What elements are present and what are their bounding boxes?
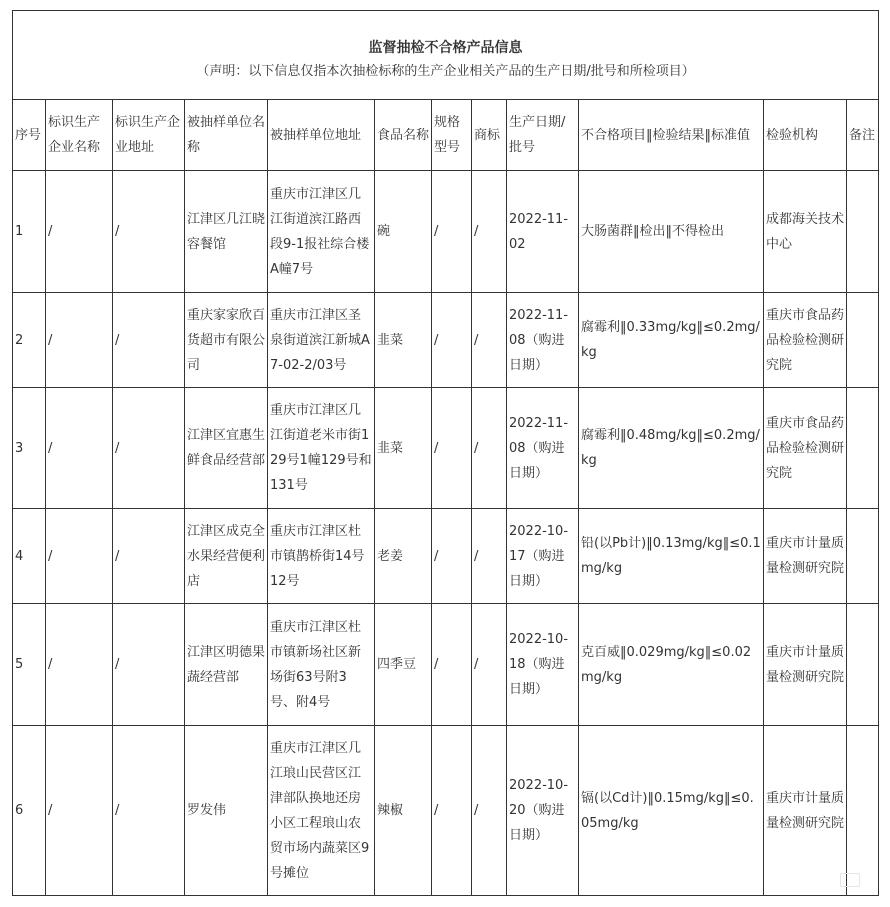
cell-date: 2022-11-08（购进日期） <box>507 293 579 388</box>
cell-brand: / <box>472 293 507 388</box>
cell-mfr-addr: / <box>113 171 185 293</box>
cell-item: 大肠菌群‖检出‖不得检出 <box>579 171 764 293</box>
cell-spec: / <box>432 509 472 604</box>
cell-lab: 重庆市食品药品检验检测研究院 <box>764 293 847 388</box>
cell-brand: / <box>472 604 507 726</box>
cell-unit-name: 江津区几江晓容餐馆 <box>185 171 268 293</box>
cell-note <box>847 509 879 604</box>
watermark-icon <box>840 873 860 887</box>
cell-lab: 重庆市计量质量检测研究院 <box>764 726 847 896</box>
cell-unit-addr: 重庆市江津区几江琅山民营区江津部队换地还房小区工程琅山农贸市场内蔬菜区9号摊位 <box>268 726 375 896</box>
table-row <box>13 171 879 293</box>
cell-no: 3 <box>13 388 46 509</box>
table-row <box>13 388 879 509</box>
cell-spec: / <box>432 388 472 509</box>
cell-note <box>847 171 879 293</box>
cell-food: 四季豆 <box>375 604 432 726</box>
cell-mfr-name: / <box>46 171 113 293</box>
cell-lab: 重庆市食品药品检验检测研究院 <box>764 388 847 509</box>
cell-mfr-name: / <box>46 509 113 604</box>
cell-mfr-addr: / <box>113 509 185 604</box>
table-row <box>13 726 879 896</box>
table-row <box>13 509 879 604</box>
cell-date: 2022-11-02 <box>507 171 579 293</box>
disclaimer-text: （声明：以下信息仅指本次抽检标称的生产企业相关产品的生产日期/批号和所检项目） <box>196 64 695 79</box>
cell-note <box>847 293 879 388</box>
cell-unit-name: 江津区成克全水果经营便利店 <box>185 509 268 604</box>
cell-food: 辣椒 <box>375 726 432 896</box>
column-header: 商标 <box>472 100 507 171</box>
cell-item: 铅(以Pb计)‖0.13mg/kg‖≤0.1mg/kg <box>579 509 764 604</box>
column-header: 不合格项目‖检验结果‖标准值 <box>579 100 764 171</box>
cell-note <box>847 604 879 726</box>
cell-date: 2022-10-20（购进日期） <box>507 726 579 896</box>
cell-mfr-name: / <box>46 293 113 388</box>
cell-lab: 重庆市计量质量检测研究院 <box>764 509 847 604</box>
cell-unit-addr: 重庆市江津区圣泉街道滨江新城A7-02-2/03号 <box>268 293 375 388</box>
cell-brand: / <box>472 726 507 896</box>
cell-spec: / <box>432 171 472 293</box>
table-body <box>13 11 879 896</box>
cell-food: 碗 <box>375 171 432 293</box>
cell-mfr-name: / <box>46 388 113 509</box>
cell-mfr-addr: / <box>113 604 185 726</box>
cell-mfr-addr: / <box>113 726 185 896</box>
column-header: 规格型号 <box>432 100 472 171</box>
cell-unit-name: 江津区明德果蔬经营部 <box>185 604 268 726</box>
cell-spec: / <box>432 293 472 388</box>
cell-item: 腐霉利‖0.33mg/kg‖≤0.2mg/kg <box>579 293 764 388</box>
column-header: 标识生产企业名称 <box>46 100 113 171</box>
cell-date: 2022-11-08（购进日期） <box>507 388 579 509</box>
cell-no: 4 <box>13 509 46 604</box>
cell-item: 腐霉利‖0.48mg/kg‖≤0.2mg/kg <box>579 388 764 509</box>
cell-unit-addr: 重庆市江津区杜市镇新场社区新场街63号附3号、附4号 <box>268 604 375 726</box>
cell-no: 5 <box>13 604 46 726</box>
column-header: 标识生产企业地址 <box>113 100 185 171</box>
table-row <box>13 293 879 388</box>
cell-lab: 重庆市计量质量检测研究院 <box>764 604 847 726</box>
cell-brand: / <box>472 388 507 509</box>
cell-date: 2022-10-17（购进日期） <box>507 509 579 604</box>
cell-food: 韭菜 <box>375 293 432 388</box>
column-header: 被抽样单位地址 <box>268 100 375 171</box>
cell-no: 6 <box>13 726 46 896</box>
column-header: 备注 <box>847 100 879 171</box>
cell-no: 1 <box>13 171 46 293</box>
cell-unit-name: 重庆家家欣百货超市有限公司 <box>185 293 268 388</box>
column-header: 序号 <box>13 100 46 171</box>
cell-no: 2 <box>13 293 46 388</box>
column-header: 检验机构 <box>764 100 847 171</box>
nonconforming-products-table <box>12 10 879 896</box>
title-row <box>13 11 879 100</box>
cell-unit-name: 罗发伟 <box>185 726 268 896</box>
cell-unit-addr: 重庆市江津区几江街道滨江路西段9-1报社综合楼A幢7号 <box>268 171 375 293</box>
cell-food: 韭菜 <box>375 388 432 509</box>
cell-brand: / <box>472 171 507 293</box>
header-row <box>13 100 879 171</box>
column-header: 生产日期/批号 <box>507 100 579 171</box>
cell-unit-name: 江津区宜惠生鲜食品经营部 <box>185 388 268 509</box>
page-title: 监督抽检不合格产品信息 <box>368 40 523 56</box>
cell-spec: / <box>432 604 472 726</box>
cell-lab: 成都海关技术中心 <box>764 171 847 293</box>
cell-spec: / <box>432 726 472 896</box>
cell-mfr-name: / <box>46 604 113 726</box>
cell-mfr-name: / <box>46 726 113 896</box>
cell-item: 镉(以Cd计)‖0.15mg/kg‖≤0.05mg/kg <box>579 726 764 896</box>
title-cell <box>13 11 879 100</box>
cell-mfr-addr: / <box>113 388 185 509</box>
cell-note <box>847 726 879 896</box>
cell-note <box>847 388 879 509</box>
cell-brand: / <box>472 509 507 604</box>
column-header: 被抽样单位名称 <box>185 100 268 171</box>
cell-item: 克百威‖0.029mg/kg‖≤0.02mg/kg <box>579 604 764 726</box>
column-header: 食品名称 <box>375 100 432 171</box>
cell-date: 2022-10-18（购进日期） <box>507 604 579 726</box>
cell-unit-addr: 重庆市江津区几江街道老米市街129号1幢129号和131号 <box>268 388 375 509</box>
cell-food: 老姜 <box>375 509 432 604</box>
cell-mfr-addr: / <box>113 293 185 388</box>
cell-unit-addr: 重庆市江津区杜市镇鹊桥街14号12号 <box>268 509 375 604</box>
table-row <box>13 604 879 726</box>
